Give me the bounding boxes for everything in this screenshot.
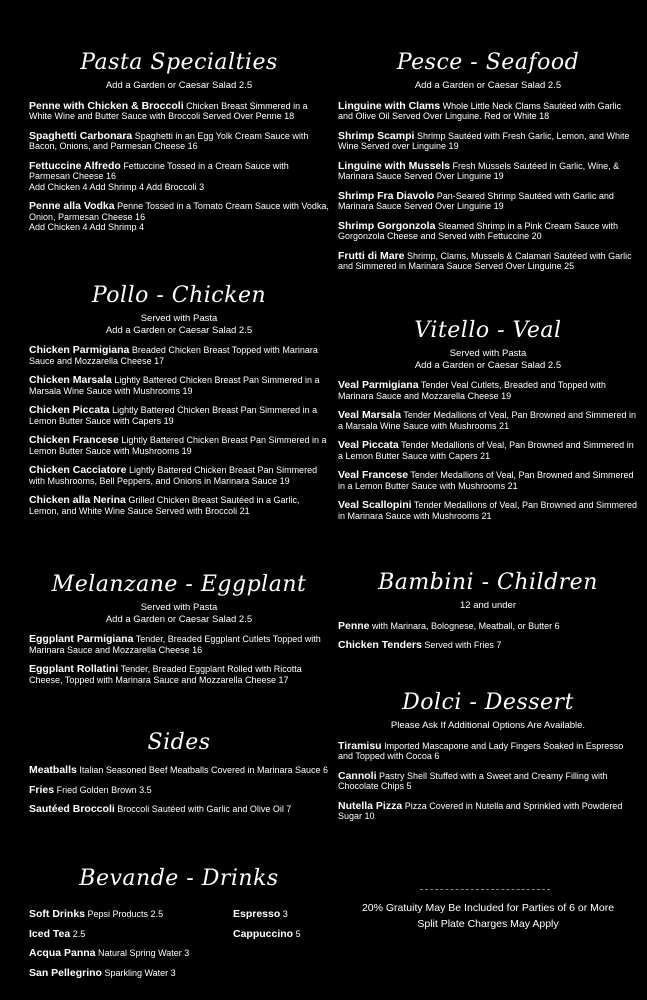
item-name: Chicken Marsala — [29, 374, 112, 386]
drink-item — [29, 948, 319, 959]
drink-item — [29, 968, 319, 979]
item-name: Linguine with Clams — [338, 99, 441, 112]
item-description: Tender Veal Cutlets, Breaded and Topped with Marinara Sauce and Mozzarella Cheese 19 — [338, 380, 606, 401]
item-description: Lightly Battered Chicken Breast Pan Simmered with Mushrooms, Bell Peppers, and Onions in Marinara Sauce 19 — [29, 465, 318, 486]
menu-item — [338, 741, 638, 762]
menu-item — [338, 470, 638, 491]
item-name: Frutti di Mare — [338, 249, 405, 262]
menu-item — [29, 804, 329, 815]
item-name: Sautéed Broccoli — [29, 803, 115, 815]
item-name: Acqua Panna — [29, 947, 96, 959]
item-description: Broccoli Sautéed with Garlic and Olive Oil 7 — [117, 804, 292, 814]
section-title: Pasta Specialties — [80, 50, 278, 75]
item-name: Chicken alla Nerina — [29, 494, 126, 506]
menu-item — [338, 251, 638, 272]
split-plate-note: Split Plate Charges May Apply — [417, 918, 559, 930]
item-description: Tender, Breaded Eggplant Rolled with Ricotta Cheese, Topped with Marinara Sauce and Mozzarella Cheese 17 — [29, 664, 302, 685]
section-title: Bevande - Drinks — [79, 866, 279, 891]
item-name: Soft Drinks — [29, 908, 86, 920]
drink-item — [233, 929, 333, 940]
menu-item — [29, 435, 329, 456]
section-sides — [29, 730, 329, 815]
item-description: Pizza Covered in Nutella and Sprinkled with Powdered Sugar 10 — [338, 800, 623, 821]
item-name: Veal Francese — [338, 469, 409, 481]
section-vitello — [338, 318, 638, 521]
menu-item — [338, 640, 638, 651]
menu-items — [29, 765, 329, 815]
item-description: Grilled Chicken Breast Sautéed in a Garlic, Lemon, and White Wine Sauce Served with Broccoli 21 — [29, 495, 300, 516]
menu-item — [29, 634, 329, 655]
menu-items — [338, 101, 638, 272]
menu-items — [338, 380, 638, 521]
item-addons: Add Chicken 4 Add Shrimp 4 Add Broccoli 3 — [29, 181, 205, 192]
item-name: Penne — [338, 619, 370, 632]
item-description: Natural Spring Water 3 — [98, 948, 190, 958]
menu-item — [338, 500, 638, 521]
menu-item — [338, 410, 638, 431]
menu-item — [338, 101, 638, 122]
menu-item — [29, 405, 329, 426]
section-title: Vitello - Veal — [414, 318, 562, 343]
item-description: Tender Medallions of Veal, Pan Browned and Simmered in a Lemon Butter Sauce with Mushrooms 21 — [338, 470, 634, 491]
item-name: Fries — [29, 783, 55, 796]
menu-item — [29, 345, 329, 366]
item-name: Veal Scallopini — [338, 499, 412, 511]
menu-item — [338, 221, 638, 242]
drinks-list-right — [233, 900, 333, 939]
item-name: Shrimp Fra Diavolo — [338, 189, 435, 202]
item-description: Steamed Shrimp in a Pink Cream Sauce with Gorgonzola Cheese and Served with Fettuccine 20 — [338, 220, 619, 241]
item-description: Breaded Chicken Breast Topped with Marinara Sauce and Mozzarella Cheese 17 — [29, 345, 318, 366]
item-description: Served with Fries 7 — [424, 640, 502, 650]
section-title: Dolci - Dessert — [402, 690, 574, 715]
menu-item — [29, 765, 329, 776]
divider — [420, 889, 550, 890]
item-description: Imported Mascapone and Lady Fingers Soaked in Espresso and Topped with Cocoa 6 — [338, 740, 624, 761]
item-name: Eggplant Parmigiana — [29, 633, 134, 645]
menu-item — [338, 440, 638, 461]
menu-item — [29, 131, 329, 152]
item-name: Veal Parmigiana — [338, 379, 419, 391]
item-description: Chicken Breast Simmered in a White Wine and Butter Sauce with Broccoli Served Over Penne 18 — [29, 100, 308, 121]
item-name: Veal Marsala — [338, 409, 402, 421]
item-description: Shrimp, Clams, Mussels & Calamari Sautéed with Garlic and Simmered in Marinara Sauce Served Over Linguine 25 — [338, 250, 632, 271]
item-description: Tender Medallions of Veal, Pan Browned and Simmered in Marinara Sauce with Mushrooms 21 — [338, 500, 638, 521]
item-description: Italian Seasoned Beef Meatballs Covered in Marinara Sauce 6 — [79, 765, 329, 775]
menu-item — [29, 101, 329, 122]
menu-item — [29, 161, 329, 193]
menu-item — [338, 621, 638, 632]
gratuity-note: 20% Gratuity May Be Included for Parties of 6 or More — [361, 902, 615, 914]
menu-item — [29, 465, 329, 486]
section-subtitle: Please Ask If Additional Options Are Available. — [390, 720, 586, 731]
item-name: Shrimp Scampi — [338, 129, 415, 142]
item-name: Tiramisu — [338, 739, 382, 752]
item-name: Shrimp Gorgonzola — [338, 219, 436, 232]
item-description: Tender Medallions of Veal, Pan Browned and Simmered in a Marsala Wine Sauce with Mushrooms 21 — [338, 410, 637, 431]
item-description: 2.5 — [72, 928, 86, 939]
item-description: Fried Golden Brown 3.5 — [56, 784, 152, 795]
item-description: Fresh Mussels Sautéed in Garlic, Wine, & Marinara Sauce Served Over Linguine 19 — [338, 160, 620, 181]
section-subtitle: Add a Garden or Caesar Salad 2.5 — [105, 613, 253, 625]
menu-item — [29, 785, 329, 796]
menu-items — [338, 741, 638, 822]
item-description: Sparkling Water 3 — [104, 967, 176, 978]
section-title: Melanzane - Eggplant — [51, 572, 307, 597]
item-name: Chicken Tenders — [338, 639, 422, 651]
section-subtitle: Served with Pasta — [140, 313, 218, 324]
item-name: Chicken Parmigiana — [29, 344, 130, 356]
menu-item — [338, 191, 638, 212]
item-description: Penne Tossed in a Tomato Cream Sauce with Vodka, Onion, Parmesan Cheese 16 — [29, 201, 329, 222]
item-description: with Marinara, Bolognese, Meatball, or Butter 6 — [372, 620, 560, 631]
section-bambini — [338, 570, 638, 651]
item-description: 5 — [295, 928, 301, 939]
section-subtitle: Add a Garden or Caesar Salad 2.5 — [414, 80, 562, 91]
item-name: Penne alla Vodka — [29, 200, 115, 212]
section-title: Pollo - Chicken — [91, 283, 267, 308]
section-pasta — [29, 50, 329, 233]
menu-item — [338, 771, 638, 792]
item-name: Chicken Cacciatore — [29, 464, 127, 476]
item-description: Pastry Shell Stuffed with a Sweet and Creamy Filling with Chocolate Chips 5 — [338, 770, 608, 791]
menu-item — [338, 801, 638, 822]
section-subtitle: 12 and under — [460, 600, 516, 611]
item-description: Lightly Battered Chicken Breast Pan Simmered in a Lemon Butter Sauce with Capers 19 — [29, 405, 318, 426]
footer-notes — [338, 900, 638, 932]
menu-item — [29, 664, 329, 685]
item-description: Tender, Breaded Eggplant Cutlets Topped with Marinara Sauce and Mozzarella Cheese 16 — [29, 634, 321, 655]
menu-item — [29, 375, 329, 396]
menu-item — [29, 495, 329, 516]
item-description: Pepsi Products 2.5 — [87, 909, 164, 919]
menu-items — [29, 101, 329, 233]
item-name: Cannoli — [338, 769, 377, 782]
section-title: Sides — [147, 730, 211, 755]
section-subtitle: Add a Garden or Caesar Salad 2.5 — [105, 80, 253, 91]
item-name: San Pellegrino — [29, 966, 102, 979]
item-description: Tender Medallions of Veal, Pan Browned and Simmered in a Lemon Butter Sauce with Capers 21 — [338, 440, 634, 461]
item-description: Spaghetti in an Egg Yolk Cream Sauce with Bacon, Onions, and Parmesan Cheese 16 — [29, 130, 309, 151]
section-subtitle: Served with Pasta — [449, 348, 527, 359]
item-addons: Add Chicken 4 Add Shrimp 4 — [29, 222, 145, 232]
drink-item — [233, 909, 333, 920]
section-title: Pesce - Seafood — [396, 50, 580, 75]
section-subtitle: Add a Garden or Caesar Salad 2.5 — [414, 359, 562, 371]
item-name: Veal Piccata — [338, 439, 399, 451]
item-description: Lightly Battered Chicken Breast Pan Simmered in a Marsala Wine Sauce with Mushrooms 19 — [29, 375, 320, 396]
section-bevande — [29, 866, 329, 896]
item-description: Whole Little Neck Clams Sautéed with Garlic and Olive Oil Served Over Linguine. Red or White 18 — [338, 100, 622, 121]
item-description: 3 — [282, 909, 288, 919]
item-name: Meatballs — [29, 764, 77, 776]
section-dolci — [338, 690, 638, 822]
item-name: Fettuccine Alfredo — [29, 159, 121, 172]
item-name: Chicken Piccata — [29, 404, 110, 416]
section-melanzane — [29, 572, 329, 685]
section-pollo — [29, 283, 329, 516]
menu-item — [338, 131, 638, 152]
item-name: Nutella Pizza — [338, 799, 403, 812]
item-name: Cappuccino — [233, 927, 294, 940]
menu-item — [338, 380, 638, 401]
section-title: Bambini - Children — [378, 570, 598, 595]
menu-items — [29, 345, 329, 516]
item-description: Shrimp Sautéed with Fresh Garlic, Lemon, and White Wine Served over Linguine 19 — [338, 130, 630, 151]
item-name: Spaghetti Carbonara — [29, 129, 133, 142]
item-description: Lightly Battered Chicken Breast Pan Simmered in a Lemon Butter Sauce with Mushrooms 19 — [29, 435, 327, 456]
item-name: Espresso — [233, 908, 281, 920]
menu-items — [29, 634, 329, 685]
item-description: Pan-Seared Shrimp Sautéed with Garlic and Marinara Sauce Served Over Linguine 19 — [338, 190, 614, 211]
item-name: Linguine with Mussels — [338, 159, 451, 172]
menu-item — [338, 161, 638, 182]
menu-items — [338, 621, 638, 651]
section-subtitle: Add a Garden or Caesar Salad 2.5 — [105, 324, 253, 336]
section-subtitle: Served with Pasta — [140, 602, 218, 613]
item-name: Eggplant Rollatini — [29, 663, 119, 675]
item-description: Fettuccine Tossed in a Cream Sauce with Parmesan Cheese 16 — [29, 160, 289, 181]
menu-item — [29, 201, 329, 233]
section-pesce — [338, 50, 638, 272]
item-name: Iced Tea — [29, 927, 71, 940]
item-name: Penne with Chicken & Broccoli — [29, 99, 184, 112]
item-name: Chicken Francese — [29, 434, 119, 446]
